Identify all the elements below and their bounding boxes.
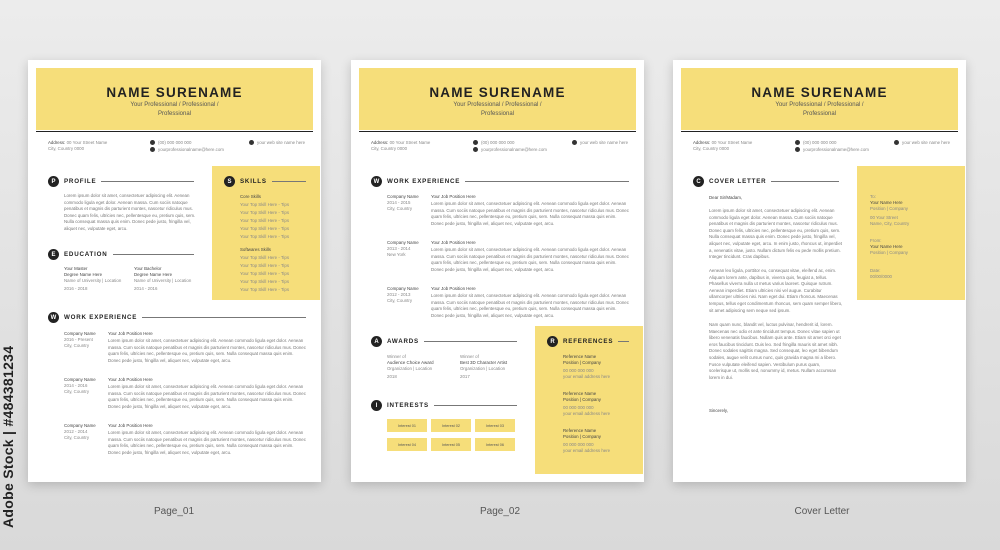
work-badge: W bbox=[48, 312, 59, 323]
reference-email: your email address here bbox=[563, 448, 611, 453]
header-band bbox=[36, 68, 313, 130]
work-location: City, Country bbox=[64, 343, 90, 348]
section-work-experience bbox=[48, 312, 306, 323]
skill-item: Your Top Skill Here - Tips bbox=[240, 202, 290, 207]
caption-page-2: Page_02 bbox=[479, 506, 521, 517]
mail-icon bbox=[150, 147, 155, 152]
contact-phone: (00) 000 000 000 bbox=[473, 140, 514, 146]
letter-closing: Sincerely, bbox=[709, 408, 728, 413]
reference-email: your email address here bbox=[563, 411, 611, 416]
interests-heading: INTERESTS bbox=[387, 402, 429, 409]
skill-item: Your Top Skill Here - Tips bbox=[240, 218, 290, 223]
work-position: Your Job Position Here bbox=[431, 240, 476, 245]
date-value: 00/00/0000 bbox=[870, 274, 892, 279]
section-awards bbox=[371, 336, 517, 347]
education-heading: EDUCATION bbox=[64, 251, 108, 258]
contact-address-city: City, Country 0000 bbox=[48, 146, 85, 151]
reference-name: Reference Name bbox=[563, 391, 597, 396]
education-years: 2014 - 2016 bbox=[134, 286, 158, 291]
interest-tag: Interest 01 bbox=[387, 419, 427, 432]
date-label: Date: bbox=[870, 268, 881, 273]
skill-item: Your Top Skill Here - Tips bbox=[240, 279, 290, 284]
header-band bbox=[359, 68, 636, 130]
work-company: Company Name bbox=[387, 286, 419, 291]
education-field: Degree Name Here bbox=[134, 272, 173, 277]
skills-badge: S bbox=[224, 176, 235, 187]
reference-email: your email address here bbox=[563, 374, 611, 379]
cover-heading: COVER LETTER bbox=[709, 178, 767, 185]
work-position: Your Job Position Here bbox=[108, 377, 153, 382]
from-role: Position | Company bbox=[870, 250, 908, 255]
reference-name: Reference Name bbox=[563, 354, 597, 359]
award-year: 2017 bbox=[460, 374, 470, 379]
work-position: Your Job Position Here bbox=[431, 286, 476, 291]
award-label: Winner of bbox=[460, 354, 479, 359]
reference-role: Position | Company bbox=[563, 434, 601, 439]
reference-role: Position | Company bbox=[563, 397, 601, 402]
work-years: 2012 - 2014 bbox=[64, 429, 88, 434]
resume-page-2 bbox=[351, 60, 644, 482]
work-location: City, Country bbox=[387, 298, 413, 303]
skill-item: Your Top Skill Here - Tips bbox=[240, 271, 290, 276]
contact-website: your web site name here bbox=[249, 140, 305, 146]
work-badge: W bbox=[371, 176, 382, 187]
resume-name: NAME SURENAME bbox=[106, 85, 243, 100]
contact-address: Address: 00 Your Street Name bbox=[693, 140, 753, 145]
mail-icon bbox=[795, 147, 800, 152]
contact-website: your web site name here bbox=[572, 140, 628, 146]
contact-email: yourprofessionalname@here.com bbox=[795, 147, 869, 153]
education-years: 2016 - 2018 bbox=[64, 286, 88, 291]
mail-icon bbox=[473, 147, 478, 152]
to-role: Position | Company bbox=[870, 206, 908, 211]
skill-item: Your Top Skill Here - Tips bbox=[240, 287, 290, 292]
interests-badge: I bbox=[371, 400, 382, 411]
skills-heading: SKILLS bbox=[240, 178, 267, 185]
work-position: Your Job Position Here bbox=[108, 423, 153, 428]
section-work-experience bbox=[371, 176, 629, 187]
contact-email: yourprofessionalname@here.com bbox=[473, 147, 547, 153]
profile-badge: P bbox=[48, 176, 59, 187]
work-years: 2013 - 2014 bbox=[387, 246, 411, 251]
contact-address: Address: 00 Your Street Name bbox=[371, 140, 431, 145]
profile-text: Lorem ipsum dolor sit amet, consectetuer adipiscing elit. Aenean commodo ligula eget dolor. Aenean massa. Cum sociis natoque penatibus et magnis dis parturient montes, nascetur ridiculus mus. Donec quam felis, ultricies nec, pellentesque eu, pretium quis, sem. Nulla consequat massa quis enim. Donec pede justo, fringilla vel, aliquet nec, vulputate eget, arcu. bbox=[64, 193, 196, 231]
letter-paragraph: Nam quam nunc, blandit vel, luctus pulvinar, hendrerit id, lorem. Maecenas nec odio et ante tincidunt tempus. Donec vitae sapien ut libero venenatis faucibus. Nullam quis ante. Etiam sit amet orci eget eros faucibus tincidunt. Duis leo. Sed fringilla mauris sit amet nibh. Donec sodales sagittis magna. Sed consequat, leo eget bibendum sodales, augue velit cursus nunc, quis gravida magna mi a libero. Fusce vulputate eleifend sapien. Vestibulum purus quam, scelerisque ut, mollis sed, nonummy id, metus. Nullam accumsan lorem in dui. bbox=[709, 322, 841, 380]
reference-phone: 00 000 000 000 bbox=[563, 442, 594, 447]
section-interests bbox=[371, 400, 517, 411]
to-name: Your Name Here bbox=[870, 200, 903, 205]
skills-group-title: Softwares Skills bbox=[240, 247, 271, 252]
award-title: Best 3D Character Artist bbox=[460, 360, 508, 365]
award-label: Winner of bbox=[387, 354, 406, 359]
skills-group-title: Core Skills bbox=[240, 194, 261, 199]
award-year: 2018 bbox=[387, 374, 397, 379]
contact-phone: (00) 000 000 000 bbox=[150, 140, 191, 146]
award-org: Organization | Location bbox=[460, 366, 506, 371]
section-references bbox=[547, 336, 629, 347]
phone-icon bbox=[795, 140, 800, 145]
from-name: Your Name Here bbox=[870, 244, 903, 249]
work-company: Company Name bbox=[64, 377, 96, 382]
interest-tag: Interest 06 bbox=[475, 438, 515, 451]
education-degree: Your Master bbox=[64, 266, 88, 271]
work-location: City, Country bbox=[64, 435, 90, 440]
globe-icon bbox=[894, 140, 899, 145]
work-description: Lorem ipsum dolor sit amet, consectetuer adipiscing elit. Aenean commodo ligula eget dolor. Aenean massa. Cum sociis natoque penatibus et magnis dis parturient montes, nascetur ridiculus mus. Donec quam felis, ultricies nec, pellentesque eu, pretium quis, sem. Nulla consequat massa quis enim. Donec pede justo, fringilla vel, aliquet nec, vulputate eget, arcu. bbox=[431, 293, 629, 318]
reference-phone: 00 000 000 000 bbox=[563, 405, 594, 410]
globe-icon bbox=[249, 140, 254, 145]
work-heading: WORK EXPERIENCE bbox=[387, 178, 461, 185]
work-description: Lorem ipsum dolor sit amet, consectetuer adipiscing elit. Aenean commodo ligula eget dolor. Aenean massa. Cum sociis natoque penatibus et magnis dis parturient montes, nascetur ridiculus mus. Donec quam felis, ultricies nec, pellentesque eu, pretium quis, sem. Nulla consequat massa quis enim. Donec pede justo, fringilla vel, aliquet nec, vulputate eget, arcu. bbox=[431, 247, 629, 272]
work-description: Lorem ipsum dolor sit amet, consectetuer adipiscing elit. Aenean commodo ligula eget dolor. Aenean massa. Cum sociis natoque penatibus et magnis dis parturient montes, nascetur ridiculus mus. Donec quam felis, ultricies nec, pellentesque eu, pretium quis, sem. Nulla consequat massa quis enim. Donec pede justo, fringilla vel, aliquet nec, vulputate eget, arcu. bbox=[108, 338, 306, 363]
work-location: New York bbox=[387, 252, 406, 257]
work-company: Company Name bbox=[387, 194, 419, 199]
work-company: Company Name bbox=[64, 331, 96, 336]
interest-tag: Interest 02 bbox=[431, 419, 471, 432]
section-cover-letter bbox=[693, 176, 839, 187]
work-years: 2014 - 2016 bbox=[64, 383, 88, 388]
globe-icon bbox=[572, 140, 577, 145]
header-band bbox=[681, 68, 958, 130]
education-school: Name of University | Location bbox=[134, 278, 192, 283]
skill-item: Your Top Skill Here - Tips bbox=[240, 234, 290, 239]
awards-heading: AWARDS bbox=[387, 338, 419, 345]
section-skills bbox=[224, 176, 306, 187]
professional-title: Your Professional / Professional / Professional bbox=[130, 102, 219, 117]
skill-item: Your Top Skill Here - Tips bbox=[240, 255, 290, 260]
phone-icon bbox=[473, 140, 478, 145]
cover-letter-page bbox=[673, 60, 966, 482]
work-location: City, Country bbox=[64, 389, 90, 394]
interest-tag: Interest 03 bbox=[475, 419, 515, 432]
references-badge: R bbox=[547, 336, 558, 347]
to-label: To: bbox=[870, 194, 876, 199]
contact-email: yourprofessionalname@here.com bbox=[150, 147, 224, 153]
work-location: City, Country bbox=[387, 206, 413, 211]
reference-name: Reference Name bbox=[563, 428, 597, 433]
header-divider bbox=[36, 131, 313, 132]
letter-greeting: Dear Sir/Madam, bbox=[709, 195, 743, 200]
work-position: Your Job Position Here bbox=[108, 331, 153, 336]
work-years: 2014 - 2015 bbox=[387, 200, 411, 205]
education-school: Name of University | Location bbox=[64, 278, 122, 283]
award-org: Organization | Location bbox=[387, 366, 433, 371]
contact-address: Address: 00 Your Street Name bbox=[48, 140, 108, 145]
work-company: Company Name bbox=[64, 423, 96, 428]
award-title: Audience Choice Award bbox=[387, 360, 434, 365]
contact-address-city: City, Country 0000 bbox=[371, 146, 408, 151]
stock-watermark: Adobe Stock | #484381234 bbox=[0, 345, 16, 528]
resume-page-1 bbox=[28, 60, 321, 482]
work-years: 2016 - Present bbox=[64, 337, 93, 342]
skill-item: Your Top Skill Here - Tips bbox=[240, 263, 290, 268]
reference-phone: 00 000 000 000 bbox=[563, 368, 594, 373]
section-education bbox=[48, 249, 194, 260]
letter-paragraph: Lorem ipsum dolor sit amet, consectetuer adipiscing elit. Aenean commodo ligula eget dolor. Aenean massa. Cum sociis natoque penatibus et magnis dis parturient montes, nascetur ridiculus mus. Donec quam felis, ultricies nec, pellentesque eu, pretium quis, sem. Nulla consequat massa quis enim. Donec pede justo, fringilla vel, aliquet nec, vulputate eget, arcu. In enim justo, rhoncus ut, imperdiet a, venenatis vitae, justo. Nullam dictum felis eu pede mollis pretium. Integer tincidunt. Cras dapibus. bbox=[709, 208, 843, 260]
work-description: Lorem ipsum dolor sit amet, consectetuer adipiscing elit. Aenean commodo ligula eget dolor. Aenean massa. Cum sociis natoque penatibus et magnis dis parturient montes, nascetur ridiculus mus. Donec quam felis, ultricies nec, pellentesque eu, pretium quis, sem. Nulla consequat massa quis enim. Donec pede justo, fringilla vel, aliquet nec, vulputate eget, arcu. bbox=[108, 384, 306, 409]
work-company: Company Name bbox=[387, 240, 419, 245]
from-label: From: bbox=[870, 238, 882, 243]
awards-badge: A bbox=[371, 336, 382, 347]
education-degree: Your Bachelor bbox=[134, 266, 162, 271]
work-description: Lorem ipsum dolor sit amet, consectetuer adipiscing elit. Aenean commodo ligula eget dolor. Aenean massa. Cum sociis natoque penatibus et magnis dis parturient montes, nascetur ridiculus mus. Donec quam felis, ultricies nec, pellentesque eu, pretium quis, sem. Nulla consequat massa quis enim. Donec pede justo, fringilla vel, aliquet nec, vulputate eget, arcu. bbox=[108, 430, 306, 455]
references-heading: REFERENCES bbox=[563, 338, 614, 345]
skill-item: Your Top Skill Here - Tips bbox=[240, 226, 290, 231]
resume-name: NAME SURENAME bbox=[429, 85, 566, 100]
contact-address-city: City, Country 0000 bbox=[693, 146, 730, 151]
work-years: 2012 - 2013 bbox=[387, 292, 411, 297]
work-description: Lorem ipsum dolor sit amet, consectetuer adipiscing elit. Aenean commodo ligula eget dolor. Aenean massa. Cum sociis natoque penatibus et magnis dis parturient montes, nascetur ridiculus mus. Donec quam felis, ultricies nec, pellentesque eu, pretium quis, sem. Nulla consequat massa quis enim. Donec pede justo, fringilla vel, aliquet nec, vulputate eget, arcu. bbox=[431, 201, 629, 226]
work-position: Your Job Position Here bbox=[431, 194, 476, 199]
education-field: Degree Name Here bbox=[64, 272, 103, 277]
section-profile bbox=[48, 176, 194, 187]
caption-cover-letter: Cover Letter bbox=[794, 506, 850, 517]
professional-title: Your Professional / Professional / Professional bbox=[775, 102, 864, 117]
to-address: Name, City, Country bbox=[870, 221, 910, 226]
header-divider bbox=[681, 131, 958, 132]
professional-title: Your Professional / Professional / Professional bbox=[453, 102, 542, 117]
interest-tag: Interest 04 bbox=[387, 438, 427, 451]
header-divider bbox=[359, 131, 636, 132]
skill-item: Your Top Skill Here - Tips bbox=[240, 210, 290, 215]
profile-heading: PROFILE bbox=[64, 178, 97, 185]
resume-name: NAME SURENAME bbox=[751, 85, 888, 100]
to-address: 00 Your Street bbox=[870, 215, 898, 220]
cover-badge: C bbox=[693, 176, 704, 187]
phone-icon bbox=[150, 140, 155, 145]
education-badge: E bbox=[48, 249, 59, 260]
caption-page-1: Page_01 bbox=[153, 506, 195, 517]
reference-role: Position | Company bbox=[563, 360, 601, 365]
contact-website: your web site name here bbox=[894, 140, 950, 146]
interest-tag: Interest 05 bbox=[431, 438, 471, 451]
contact-phone: (00) 000 000 000 bbox=[795, 140, 836, 146]
work-heading: WORK EXPERIENCE bbox=[64, 314, 138, 321]
letter-paragraph: Aenean leo ligula, porttitor eu, consequat vitae, eleifend ac, enim. Aliquam lorem ante, dapibus in, viverra quis, feugiat a, tellus. Phasellus viverra nulla ut metus varius laoreet. Quisque rutrum. Aenean imperdiet. Etiam ultricies nisi vel augue. Curabitur ullamcorper ultricies nisi. Nam eget dui. Etiam rhoncus. Maecenas tempus, tellus eget condimentum rhoncus, sem quam semper libero, sit amet adipiscing sem neque sed ipsum. bbox=[709, 268, 843, 313]
